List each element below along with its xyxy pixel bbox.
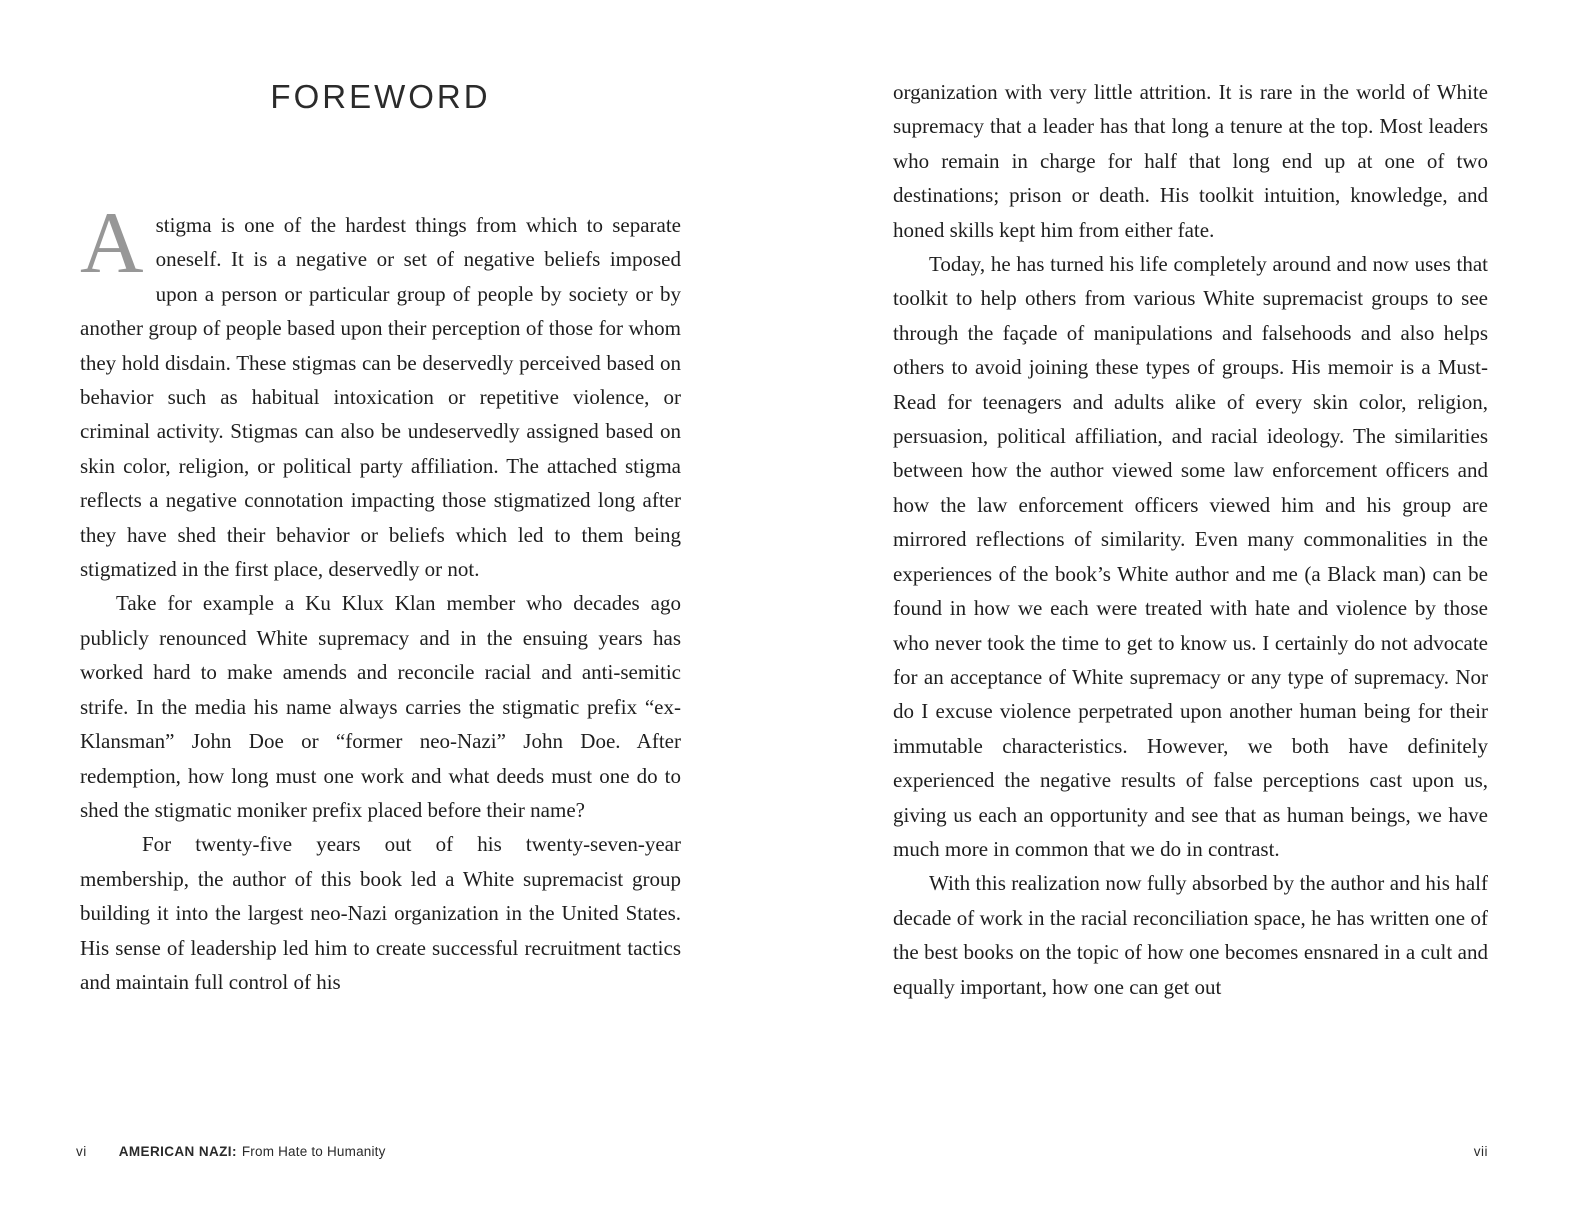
left-page-body — [80, 195, 681, 999]
drop-cap: A — [80, 195, 144, 292]
paragraph: Take for example a Ku Klux Klan member who decades ago publicly renounced White supremacy and in the ensuing years has worked hard to make amends and reconcile racial and anti-semitic strife. In the media his name always carries the stigmatic prefix “ex-Klansman” John Doe or “former neo-Nazi” John Doe. After redemption, how long must one work and what deeds must one do to shed the stigmatic moniker prefix placed before their name? — [80, 591, 681, 822]
page-number-left: vi — [76, 1144, 87, 1159]
paragraph: With this realization now fully absorbed by the author and his half decade of work in the racial reconciliation space, he has written one of the best books on the topic of how one becomes ensnared in a cult and equally important, how one can get out — [893, 871, 1488, 999]
paragraph-text: stigma is one of the hardest things from which to separate oneself. It is a negative or set of negative beliefs imposed upon a person or particular group of people by society or by another group of people based upon their perception of those for whom they hold disdain. These stigmas can be deservedly perceived based on behavior such as habitual intoxication or repetitive violence, or criminal activity. Stigmas can also be undeservedly assigned based on skin color, religion, or political party affiliation. The attached stigma reflects a negative connotation impacting those stigmatized long after they have shed their behavior or beliefs which led to them being stigmatized in the first place, deservedly or not. — [80, 213, 681, 582]
page-number-right: vii — [1473, 1144, 1488, 1159]
page-right — [893, 78, 1488, 1004]
page-footer — [0, 1144, 1596, 1164]
book-title-main: AMERICAN NAZI: — [118, 1144, 237, 1159]
running-book-title — [119, 1144, 386, 1159]
footer-right — [1474, 1144, 1488, 1159]
paragraph: organization with very little attrition. It is rare in the world of White supremacy that a leader has that long a tenure at the top. Most leaders who remain in charge for half that long end up at one of two destinations; prison or death. His toolkit intuition, knowledge, and honed skills kept him from either fate. — [893, 80, 1488, 242]
right-page-body — [893, 75, 1488, 1004]
paragraph: For twenty-five years out of his twenty-seven-year membership, the author of this book led a White supremacist group building it into the largest neo-Nazi organization in the United States. His sense of leadership led him to create successful recruitment tactics and maintain full control of his — [80, 832, 681, 994]
chapter-title: FOREWORD — [270, 78, 491, 115]
book-title-subtitle: From Hate to Humanity — [241, 1144, 386, 1159]
footer-left — [76, 1144, 386, 1159]
paragraph — [80, 195, 681, 586]
page-left — [80, 78, 681, 999]
paragraph: Today, he has turned his life completely around and now uses that toolkit to help others from various White supremacist groups to see through the façade of manipulations and falsehoods and also helps others to avoid joining these types of groups. His memoir is a Must-Read for teenagers and adults alike of every skin color, religion, persuasion, political affiliation, and racial ideology. The similarities between how the author viewed some law enforcement officers and how the law enforcement officers viewed him and his group are mirrored reflections of similarity. Even many commonalities in the experiences of the book’s White author and me (a Black man) can be found in how we each were treated with hate and violence by those who never took the time to get to know us. I certainly do not advocate for an acceptance of White supremacy or any type of supremacy. Nor do I excuse violence perpetrated upon another human being for their immutable characteristics. However, we both have definitely experienced the negative results of false perceptions cast upon us, giving us each an opportunity and see that as human beings, we have much more in common that we do in contrast. — [893, 252, 1488, 861]
